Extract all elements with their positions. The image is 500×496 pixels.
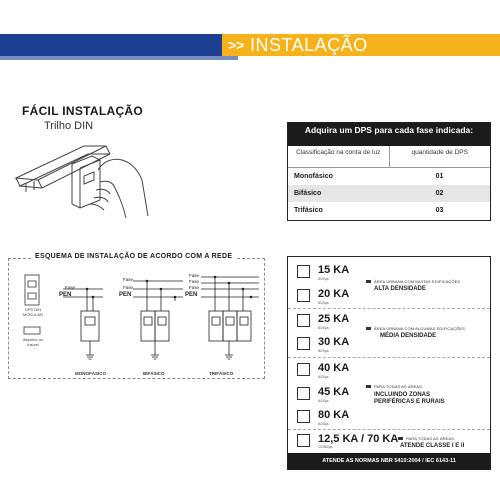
rating-ka-value: 20 KA: [318, 288, 350, 300]
rating-checkbox[interactable]: [297, 434, 310, 447]
group-big-label: ALTA DENSIDADE: [374, 286, 426, 292]
rating-sub: 8/20µs: [318, 375, 329, 379]
rating-ka-value: 12,5 KA / 70 KA: [318, 433, 399, 445]
page-title: INSTALAÇÃO: [250, 35, 368, 55]
rating-sub: 8/20µs: [318, 277, 329, 281]
row-qty: 02: [435, 190, 444, 197]
table-row: [288, 168, 490, 185]
rating-checkbox[interactable]: [297, 289, 310, 302]
pen-label: PEN: [59, 292, 72, 298]
group-big-label: MÉDIA DENSIDADE: [380, 333, 437, 339]
rating-sub: 10/350µs: [318, 445, 333, 449]
dps-col-quantity: quantidade de DPS: [411, 149, 468, 156]
banner-blue-stripe: [0, 34, 240, 56]
dps-table-title: Adquira um DPS para cada fase indicada:: [288, 123, 490, 146]
rating-checkbox[interactable]: [297, 387, 310, 400]
phase-label: Fase: [123, 277, 134, 282]
table-row: [288, 202, 490, 219]
group-small-label: PARA TODAS AS ÁREAS.: [374, 384, 424, 389]
standards-footer: ATENDE AS NORMAS NBR 5410:2004 / IEC 6143-11: [288, 453, 490, 469]
dps-col-classification: Classificação na conta de luz: [288, 146, 390, 167]
caption-tri: TRIFÁSICO: [209, 371, 234, 376]
schema-title: ESQUEMA DE INSTALAÇÃO DE ACORDO COM A REDE: [31, 253, 236, 260]
arrow-icon: [366, 280, 371, 283]
phase-label: Fase: [189, 273, 200, 278]
banner-blue-underline: [0, 56, 238, 60]
arrow-icon: [366, 385, 371, 388]
phase-label: Fase: [189, 285, 200, 290]
rating-sub: 8/20µs: [318, 399, 329, 403]
rating-checkbox[interactable]: [297, 265, 310, 278]
row-label: Monofásico: [294, 173, 333, 180]
rating-ka-value: 40 KA: [318, 362, 350, 374]
legend-fuse-label: disjuntor ou fusível: [22, 337, 44, 347]
header-banner: [0, 34, 500, 56]
rating-ka-value: 80 KA: [318, 409, 350, 421]
pen-label: PEN: [119, 292, 132, 298]
group-big-label: INCLUINDO ZONAS PERIFÉRICAS E RURAIS: [374, 392, 445, 405]
install-subtitle: Trilho DIN: [44, 120, 94, 132]
rating-checkbox[interactable]: [297, 337, 310, 350]
chevron-right-icon: >>: [228, 37, 245, 53]
row-label: Bifásico: [294, 190, 322, 197]
din-rail-hand-illustration: [14, 130, 164, 225]
divider: [288, 357, 490, 358]
rating-checkbox[interactable]: [297, 410, 310, 423]
rating-sub: 8/20µs: [318, 326, 329, 330]
rating-ka-value: 30 KA: [318, 336, 350, 348]
dps-quantity-table: [287, 122, 491, 221]
rating-ka-value: 25 KA: [318, 313, 350, 325]
divider: [288, 308, 490, 309]
caption-mono: MONOFÁSICO: [75, 371, 106, 376]
group-small-label: ÁREA URBANA COM MUITAS EDIFICAÇÕES: [374, 279, 461, 284]
divider: [288, 429, 490, 430]
row-label: Trifásico: [294, 207, 323, 214]
wiring-diagram: [53, 271, 265, 371]
pen-label: PEN: [185, 292, 198, 298]
rating-sub: 8/20µs: [318, 422, 329, 426]
arrow-icon: [366, 327, 371, 330]
ka-rating-panel: [287, 256, 491, 470]
row-qty: 03: [435, 207, 444, 214]
rating-checkbox[interactable]: [297, 363, 310, 376]
install-title: FÁCIL INSTALAÇÃO: [22, 104, 144, 118]
phase-label: Fase: [65, 285, 76, 290]
row-qty: 01: [435, 173, 444, 180]
caption-bi: BIFÁSICO: [143, 371, 165, 376]
rating-ka-value: 45 KA: [318, 386, 350, 398]
table-row: [288, 185, 490, 202]
installation-schema: [8, 253, 265, 379]
phase-label: Fase: [123, 285, 134, 290]
phase-label: Fase: [189, 279, 200, 284]
arrow-icon: [398, 437, 403, 440]
rating-checkbox[interactable]: [297, 314, 310, 327]
rating-sub: 8/20µs: [318, 349, 329, 353]
group-big-label: ATENDE CLASSE I E II: [400, 443, 465, 449]
rating-ka-value: 15 KA: [318, 264, 350, 276]
legend-dps-label: DPS DIN MODULAR: [22, 307, 43, 317]
rating-sub: 8/20µs: [318, 301, 329, 305]
group-small-label: PARA TODAS AS ÁREAS.: [406, 436, 456, 441]
group-small-label: ÁREA URBANA COM ALGUMAS EDIFICAÇÕES: [374, 326, 465, 331]
dps-table-header: [288, 146, 490, 168]
